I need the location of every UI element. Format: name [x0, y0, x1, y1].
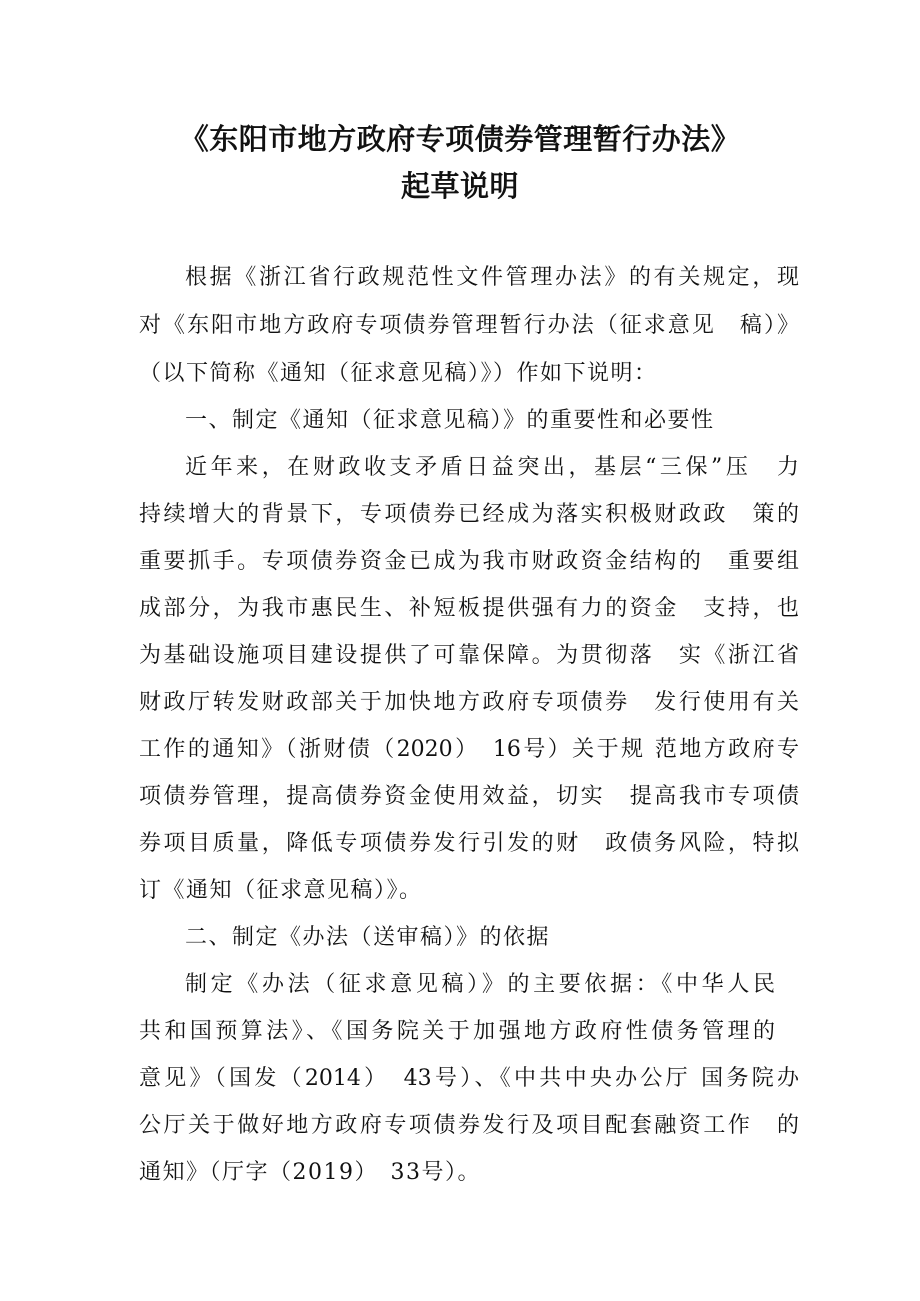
- paragraph-line: 制定《办法（征求意见稿）》的主要依据：《中华人民: [185, 972, 775, 997]
- paragraph-line: 工作的通知》（浙财债（2020） 16号）关于规 范地方政府专: [139, 737, 799, 762]
- paragraph-line: 财政厅转发财政部关于加快地方政府专项债券 发行使用有关: [139, 690, 799, 715]
- document-subtitle: 起草说明: [400, 169, 519, 203]
- paragraph-line: 项债券管理，提高债券资金使用效益，切实 提高我市专项债: [139, 784, 799, 809]
- paragraph-line: 券项目质量，降低专项债券发行引发的财 政债务风险，特拟: [139, 831, 799, 856]
- paragraph-line: 订《通知（征求意见稿）》。: [139, 878, 423, 903]
- paragraph-line: 公厅关于做好地方政府专项债券发行及项目配套融资工作 的: [139, 1113, 799, 1138]
- paragraph-line: 近年来，在财政收支矛盾日益突出，基层“三保”压 力: [185, 455, 799, 480]
- paragraph-line: 根据《浙江省行政规范性文件管理办法》的有关规定，现: [185, 265, 799, 290]
- paragraph-line: 共和国预算法》、《国务院关于加强地方政府性债务管理的: [139, 1019, 775, 1044]
- paragraph-line: 持续增大的背景下，专项债券已经成为落实积极财政政 策的: [139, 502, 799, 527]
- document-title: 《东阳市地方政府专项债券管理暂行办法》: [179, 122, 741, 156]
- paragraph-line: （以下简称《通知（征求意见稿）》）作如下说明：: [139, 361, 658, 386]
- paragraph-line: 通知》（厅字（2019） 33号）。: [139, 1160, 481, 1185]
- section-heading: 二、制定《办法（送审稿）》的依据: [185, 925, 551, 950]
- paragraph-line: 成部分，为我市惠民生、补短板提供强有力的资金 支持，也: [139, 596, 799, 621]
- paragraph-line: 重要抓手。专项债券资金已成为我市财政资金结构的 重要组: [139, 549, 799, 574]
- section-heading: 一、制定《通知（征求意见稿）》的重要性和必要性: [185, 408, 715, 433]
- paragraph-line: 对《东阳市地方政府专项债券管理暂行办法（征求意见 稿）》: [139, 313, 799, 338]
- paragraph-line: 为基础设施项目建设提供了可靠保障。为贯彻落 实《浙江省: [139, 643, 799, 668]
- paragraph-line: 意见》（国发（2014） 43号）、《中共中央办公厅 国务院办: [139, 1066, 799, 1091]
